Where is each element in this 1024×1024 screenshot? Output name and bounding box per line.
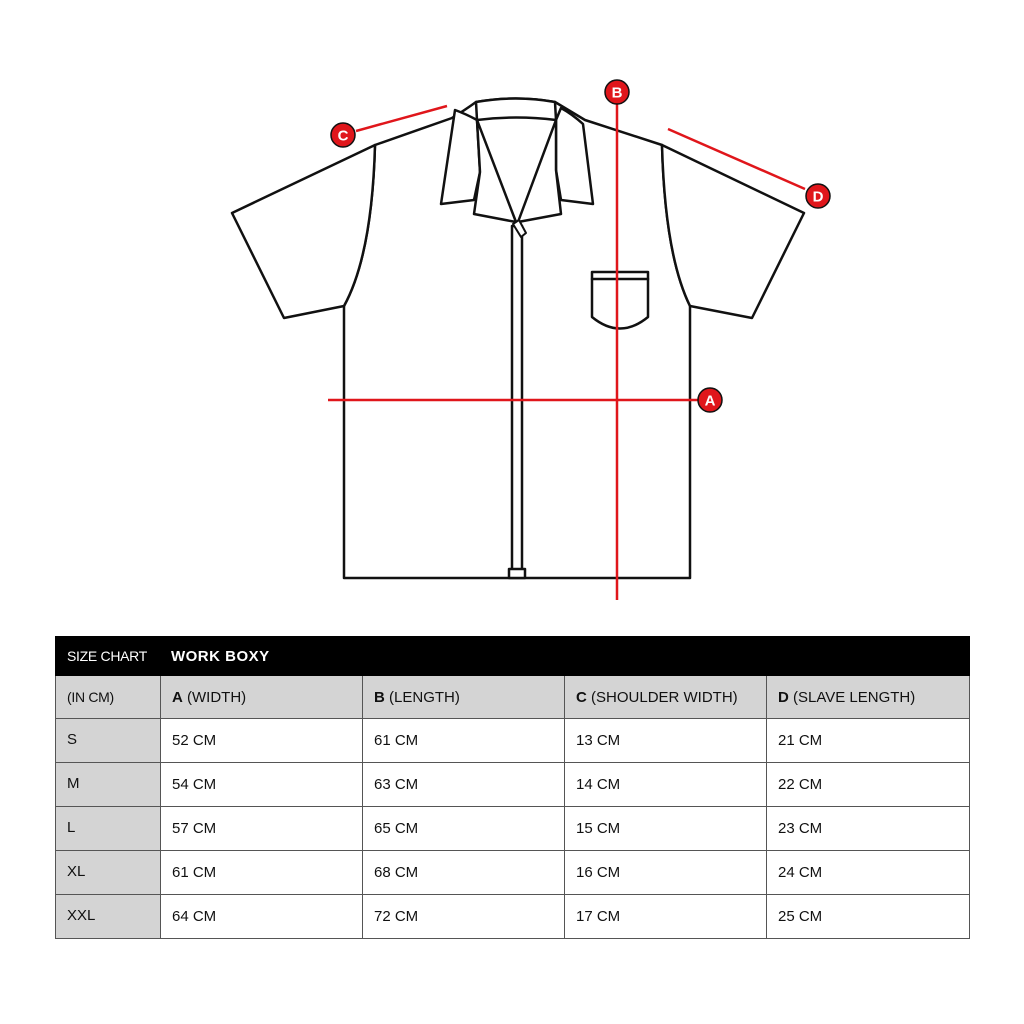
marker-a bbox=[698, 388, 722, 412]
table-title-row bbox=[56, 637, 970, 676]
column-letter: C bbox=[576, 688, 587, 706]
table-header-row bbox=[56, 676, 970, 719]
product-name: WORK BOXY bbox=[170, 647, 270, 665]
zipper-stop bbox=[509, 569, 525, 578]
size-cell: L bbox=[56, 807, 161, 851]
value-cell: 54 CM bbox=[161, 763, 363, 807]
column-header-b bbox=[363, 676, 565, 719]
chest-pocket bbox=[592, 272, 648, 329]
column-header-d bbox=[767, 676, 970, 719]
value-cell: 21 CM bbox=[767, 719, 970, 763]
unit-header: (IN CM) bbox=[56, 676, 161, 719]
marker-c bbox=[331, 123, 355, 147]
value-cell: 15 CM bbox=[565, 807, 767, 851]
marker-d-label: D bbox=[812, 188, 824, 206]
value-cell: 64 CM bbox=[161, 895, 363, 939]
table-row bbox=[56, 763, 970, 807]
column-label: (LENGTH) bbox=[389, 688, 460, 706]
column-letter: A bbox=[172, 688, 183, 706]
column-header-a bbox=[161, 676, 363, 719]
collar-band bbox=[476, 99, 556, 121]
value-cell: 14 CM bbox=[565, 763, 767, 807]
value-cell: 23 CM bbox=[767, 807, 970, 851]
column-label: (WIDTH) bbox=[187, 688, 247, 706]
size-cell: XL bbox=[56, 851, 161, 895]
shirt-outline bbox=[232, 99, 804, 579]
column-letter: B bbox=[374, 688, 385, 706]
marker-d bbox=[806, 184, 830, 208]
table-row bbox=[56, 719, 970, 763]
marker-b-label: B bbox=[611, 84, 623, 102]
column-header-c bbox=[565, 676, 767, 719]
value-cell: 13 CM bbox=[565, 719, 767, 763]
value-cell: 68 CM bbox=[363, 851, 565, 895]
marker-b bbox=[605, 80, 629, 104]
size-cell: S bbox=[56, 719, 161, 763]
value-cell: 72 CM bbox=[363, 895, 565, 939]
table-row bbox=[56, 807, 970, 851]
size-cell: M bbox=[56, 763, 161, 807]
column-label: (SLAVE LENGTH) bbox=[793, 688, 916, 706]
value-cell: 65 CM bbox=[363, 807, 565, 851]
value-cell: 63 CM bbox=[363, 763, 565, 807]
value-cell: 61 CM bbox=[161, 851, 363, 895]
value-cell: 24 CM bbox=[767, 851, 970, 895]
table-row bbox=[56, 895, 970, 939]
marker-a-label: A bbox=[704, 392, 716, 410]
marker-c-label: C bbox=[337, 127, 349, 145]
table-title-cell bbox=[56, 637, 970, 676]
value-cell: 25 CM bbox=[767, 895, 970, 939]
value-cell: 16 CM bbox=[565, 851, 767, 895]
zipper-track bbox=[512, 226, 522, 570]
value-cell: 17 CM bbox=[565, 895, 767, 939]
value-cell: 22 CM bbox=[767, 763, 970, 807]
column-label: (SHOULDER WIDTH) bbox=[591, 688, 738, 706]
size-chart-table bbox=[55, 636, 970, 939]
right-sleeve bbox=[662, 145, 804, 318]
value-cell: 52 CM bbox=[161, 719, 363, 763]
column-letter: D bbox=[778, 688, 789, 706]
value-cell: 57 CM bbox=[161, 807, 363, 851]
value-cell: 61 CM bbox=[363, 719, 565, 763]
table-row bbox=[56, 851, 970, 895]
size-cell: XXL bbox=[56, 895, 161, 939]
size-chart-label: SIZE CHART bbox=[67, 647, 147, 664]
